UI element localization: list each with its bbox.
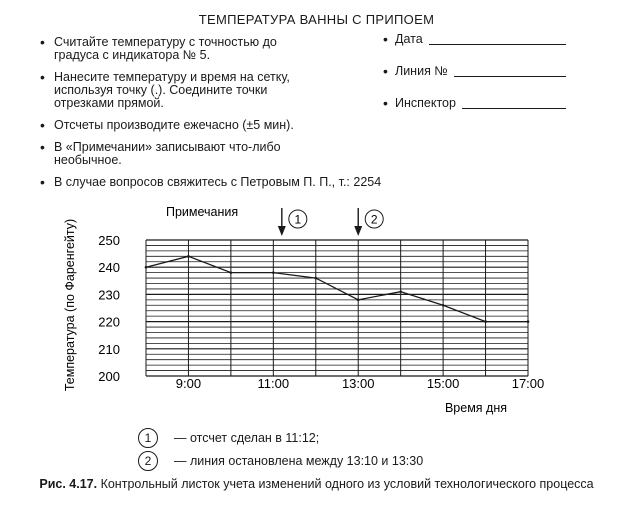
instruction-item: • Считайте температуру с точностью до градуса с индикатора № 5. — [40, 36, 304, 62]
data-point — [145, 266, 148, 269]
caption-text: Контрольный листок учета изменений одного из условий технологического процесса — [100, 477, 594, 491]
data-point — [314, 277, 317, 280]
line-number-label: • Линия № — [395, 64, 448, 78]
y-axis-label: Температура (по Фаренгейту) — [63, 218, 77, 392]
y-tick-label: 240 — [98, 260, 120, 276]
notes-label: Примечания — [166, 205, 239, 219]
instruction-item: • Нанесите температуру и время на сетку, используя точку (.). Соедините точки отрезками прямой. — [40, 71, 319, 110]
caption-label: Рис. 4.17. — [39, 477, 98, 491]
instruction-item: • В случае вопросов свяжитесь с Петровым П. П., т.: 2254 — [40, 176, 454, 189]
annotation-marker-label: 1 — [294, 212, 302, 227]
x-tick-label: 15:00 — [426, 376, 460, 391]
instruction-item: • В «Примечании» записывают что-либо необычное. — [40, 141, 299, 167]
x-tick-label: 9:00 — [175, 376, 202, 391]
x-tick-label: 17:00 — [511, 376, 545, 391]
legend-item-1 — [138, 428, 319, 448]
y-tick-label: 250 — [98, 233, 120, 248]
data-point — [442, 304, 445, 307]
sheet-title: ТЕМПЕРАТУРА ВАННЫ С ПРИПОЕМ — [198, 12, 435, 27]
data-point — [527, 320, 530, 323]
chart-annotations — [278, 208, 383, 236]
legend-text-2: — линия остановлена между 13:10 и 13:30 — [174, 454, 424, 468]
annotation-marker-label: 2 — [370, 212, 378, 227]
data-point — [230, 271, 233, 274]
legend-text-1: — отсчет сделан в 11:12; — [174, 431, 320, 445]
y-tick-label: 220 — [98, 314, 120, 330]
date-label: • Дата — [395, 32, 423, 46]
chart-grid — [146, 240, 528, 376]
inspector-label: • Инспектор — [395, 96, 456, 110]
data-point — [484, 320, 487, 323]
figure-caption — [0, 477, 633, 491]
data-point — [357, 299, 360, 302]
y-tick-label: 210 — [98, 341, 120, 357]
instruction-item: • Отсчеты производите ежечасно (±5 мин). — [40, 119, 350, 132]
legend-item-2 — [138, 451, 423, 471]
x-axis-label: Время дня — [444, 401, 508, 415]
y-tick-label: 200 — [98, 369, 120, 384]
x-tick-label: 13:00 — [341, 376, 375, 391]
marker-1-icon: 1 — [138, 428, 158, 448]
x-tick-label: 11:00 — [257, 376, 290, 391]
data-point — [272, 271, 275, 274]
marker-2-icon: 2 — [138, 451, 158, 471]
annotation-arrow-head — [278, 226, 286, 236]
annotation-arrow-head — [354, 226, 362, 236]
data-point — [399, 290, 402, 293]
data-point — [187, 255, 190, 258]
y-tick-label: 230 — [98, 287, 120, 303]
